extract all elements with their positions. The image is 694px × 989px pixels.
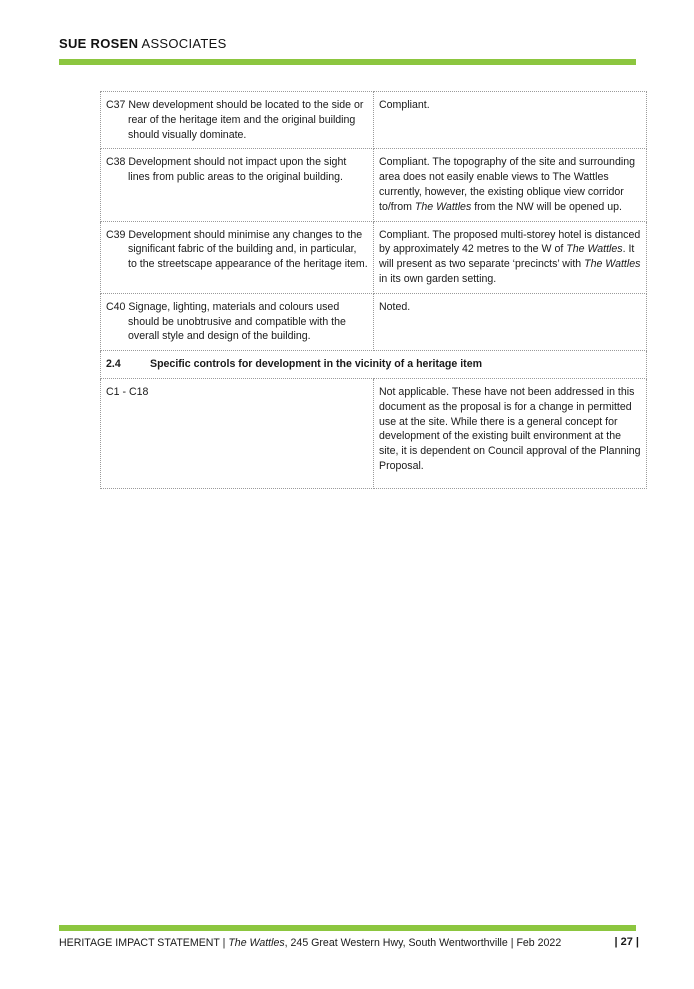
section-number: 2.4	[106, 358, 121, 371]
control-code: C40	[106, 300, 126, 313]
response-cell	[374, 149, 647, 221]
control-cell	[101, 92, 374, 149]
response-italic: The Wattles	[566, 243, 623, 256]
response-text: from the NW will be opened up.	[471, 200, 622, 213]
section-title: Specific controls for development in the vicinity of a heritage item	[150, 358, 483, 371]
footer-rule	[59, 925, 636, 931]
control-code: C37	[106, 99, 126, 111]
control-text: Development should minimise any changes to the significant fabric of the building and, in particular, to the streetscape appearance of the heritage item.	[128, 228, 368, 271]
table-row	[101, 293, 647, 350]
response-text: in its own garden setting.	[379, 272, 497, 285]
control-text: C1 - C18	[106, 385, 149, 398]
response-italic: The Wattles	[414, 200, 472, 213]
control-code: C39	[106, 228, 126, 241]
footer-prefix: HERITAGE IMPACT STATEMENT |	[59, 937, 229, 949]
control-cell	[101, 149, 374, 221]
response-text: Compliant. The proposed multi-storey hotel is distanced by approximately 42 metres to the W of	[379, 228, 641, 256]
header-rule	[59, 59, 636, 65]
response-text: Compliant.	[379, 99, 430, 111]
response-text: . It will present as two separate ‘precincts’ with	[379, 243, 635, 271]
brand-name-bold: SUE ROSEN	[59, 36, 139, 51]
response-cell	[374, 92, 647, 149]
page-number: | 27 |	[614, 936, 639, 948]
response-text: Noted.	[379, 300, 411, 313]
controls-table	[100, 91, 647, 489]
footer-suffix: , 245 Great Western Hwy, South Wentworthville | Feb 2022	[284, 937, 562, 949]
section-heading	[101, 351, 647, 379]
response-cell	[374, 293, 647, 350]
response-cell	[374, 378, 647, 488]
response-cell	[374, 221, 647, 293]
table-row	[101, 149, 647, 221]
page-footer	[59, 937, 639, 949]
response-text: Compliant. The topography of the site and surrounding area does not easily enable views to The Wattles currently, however, the existing oblique view corridor to/from	[379, 156, 635, 213]
table-row	[101, 92, 647, 149]
control-cell	[101, 293, 374, 350]
control-code: C38	[106, 156, 126, 169]
section-heading-row	[101, 351, 647, 379]
control-cell	[101, 378, 374, 488]
brand-name-light: ASSOCIATES	[141, 36, 227, 51]
control-cell	[101, 221, 374, 293]
response-italic: The Wattles	[584, 258, 641, 271]
control-text: Development should not impact upon the sight lines from public areas to the original building.	[128, 156, 347, 184]
footer-title: The Wattles	[228, 937, 285, 949]
control-text: Signage, lighting, materials and colours used should be unobtrusive and compatible with the overall style and design of the building.	[128, 300, 346, 343]
table-row	[101, 378, 647, 488]
response-text: Not applicable. These have not been addressed in this document as the proposal is for a change in permitted use at the site. While there is a general concept for development of the existing built environment at the site, it is dependent on Council approval of the Planning Proposal.	[379, 385, 641, 472]
table-row	[101, 221, 647, 293]
control-text: New development should be located to the side or rear of the heritage item and the original building should visually dominate.	[128, 99, 364, 141]
company-logo	[59, 36, 227, 51]
